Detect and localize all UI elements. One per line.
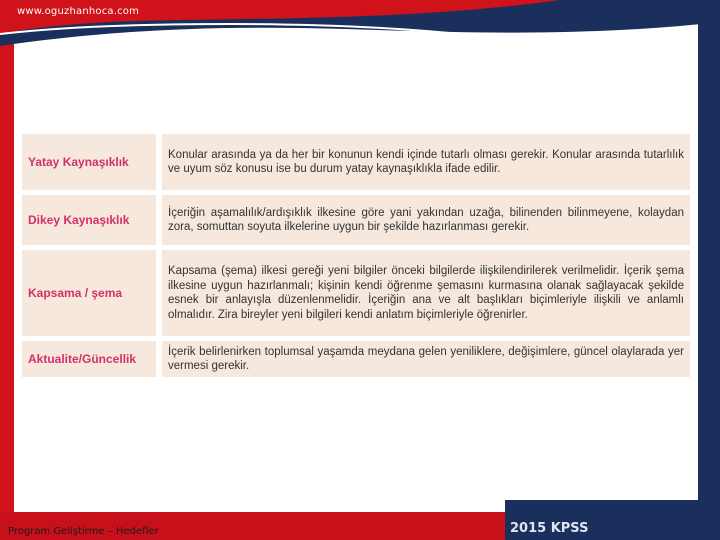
table-row — [22, 341, 690, 377]
description-cell: İçeriğin aşamalılık/ardışıklık ilkesine göre yani yakından uzağa, bilinenden bilinmeyene, kolaydan zora, somuttan soyuta ilkelerine uygun bir şekilde hazırlanması gerekir. — [162, 195, 690, 245]
term-cell: Yatay Kaynaşıklık — [22, 134, 156, 190]
footer-title: Program Geliştirme – Hedefler — [8, 526, 159, 537]
table-row — [22, 250, 690, 336]
description-cell: Kapsama (şema) ilkesi gereği yeni bilgiler önceki bilgilerde ilişkilendirilerek verilmelidir. İçerik şema ilkesine uygun hazırlanmalı; kişinin kendi öğrenme şemasını kurmasına olanak sağlayacak şekilde esnek bir anlayışla düzenlenmelidir. İçeriğin ana ve alt başlıkları biçimleriyle ilişkili ve anlamlı olmalıdır. Zira bireyler yeni bilgileri kendi anlatım biçimleriyle öğrenirler. — [162, 250, 690, 336]
footer-exam-label: 2015 KPSS — [510, 521, 589, 536]
table-row — [22, 195, 690, 245]
description-cell: İçerik belirlenirken toplumsal yaşamda meydana gelen yeniliklere, değişimlere, güncel olaylarada yer vermesi gerekir. — [162, 341, 690, 377]
right-navy-border — [698, 0, 720, 540]
site-url[interactable]: www.oguzhanhoca.com — [17, 6, 140, 17]
table-row — [22, 134, 690, 190]
term-cell: Kapsama / şema — [22, 250, 156, 336]
term-cell: Dikey Kaynaşıklık — [22, 195, 156, 245]
term-cell: Aktualite/Güncellik — [22, 341, 156, 377]
left-red-border — [0, 0, 14, 540]
description-cell: Konular arasında ya da her bir konunun kendi içinde tutarlı olması gerekir. Konular arasında tutarlılık ve uyum söz konusu ise bu durum yatay kaynaşıklıkla ifade edilir. — [162, 134, 690, 190]
concepts-table — [22, 129, 690, 382]
